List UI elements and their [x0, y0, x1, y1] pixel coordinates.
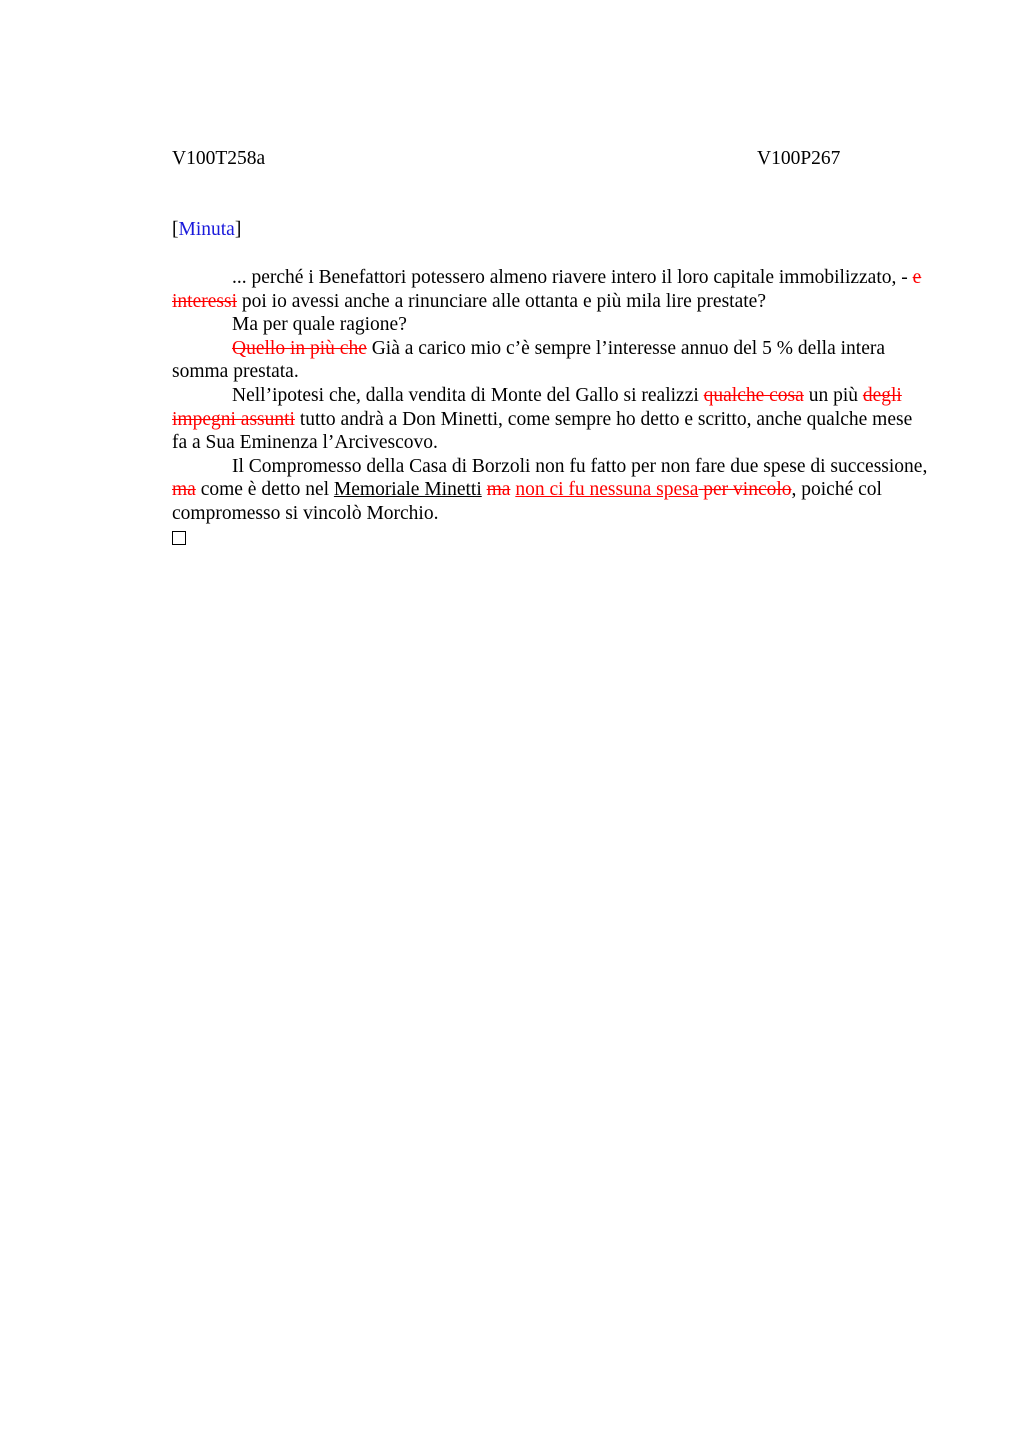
text-run: Già a carico mio c’è sempre l’interesse annuo del 5 % della intera somma prestata.	[172, 337, 885, 383]
deleted-text: qualche cosa	[703, 384, 804, 406]
text-run: poi io avessi anche a rinunciare alle ottanta e più mila lire prestate?	[236, 290, 766, 312]
text-run: Il Compromesso della Casa di Borzoli non fu fatto per non fare due spese di successione,	[232, 455, 928, 477]
paragraph-1	[172, 266, 932, 313]
heading-label: Minuta	[178, 219, 235, 240]
deleted-text: Quello in più che	[232, 337, 367, 359]
deleted-text: ma	[172, 479, 196, 501]
section-heading	[172, 218, 241, 242]
paragraph-5	[172, 455, 932, 526]
paragraph-3	[172, 337, 932, 384]
heading-open-bracket: [	[172, 219, 179, 240]
document-code-right: V100P267	[757, 148, 841, 169]
text-run: un più	[803, 384, 863, 406]
underlined-title: Memoriale Minetti	[333, 479, 482, 501]
text-run: ... perché i Benefattori potessero almeno riavere intero il loro capitale immobilizzato, -	[232, 267, 913, 288]
deleted-text: e interessi	[172, 267, 922, 312]
text-run: , poiché col compromesso si vincolò Morchio.	[172, 479, 882, 524]
heading-close-bracket: ]	[234, 219, 242, 240]
text-run: tutto andrà a Don Minetti, come sempre ho detto e scritto, anche qualche mese fa a Sua Eminenza l’Arcivescovo.	[172, 408, 913, 454]
deleted-text: non ci fu nessuna spesa	[515, 479, 699, 501]
text-run: come è detto nel	[195, 479, 334, 501]
paragraph-2	[172, 313, 932, 337]
text-run: Ma per quale ragione?	[232, 314, 407, 336]
document-code-left: V100T258a	[172, 148, 266, 169]
deleted-text: ma	[486, 479, 511, 501]
end-box-icon	[172, 526, 932, 552]
deleted-text: degli impegni assunti	[172, 384, 902, 430]
deleted-text: per vincolo	[703, 479, 792, 501]
paragraph-4	[172, 384, 932, 455]
text-run: Nell’ipotesi che, dalla vendita di Monte del Gallo si realizzi	[232, 384, 704, 406]
document-body	[172, 266, 932, 551]
